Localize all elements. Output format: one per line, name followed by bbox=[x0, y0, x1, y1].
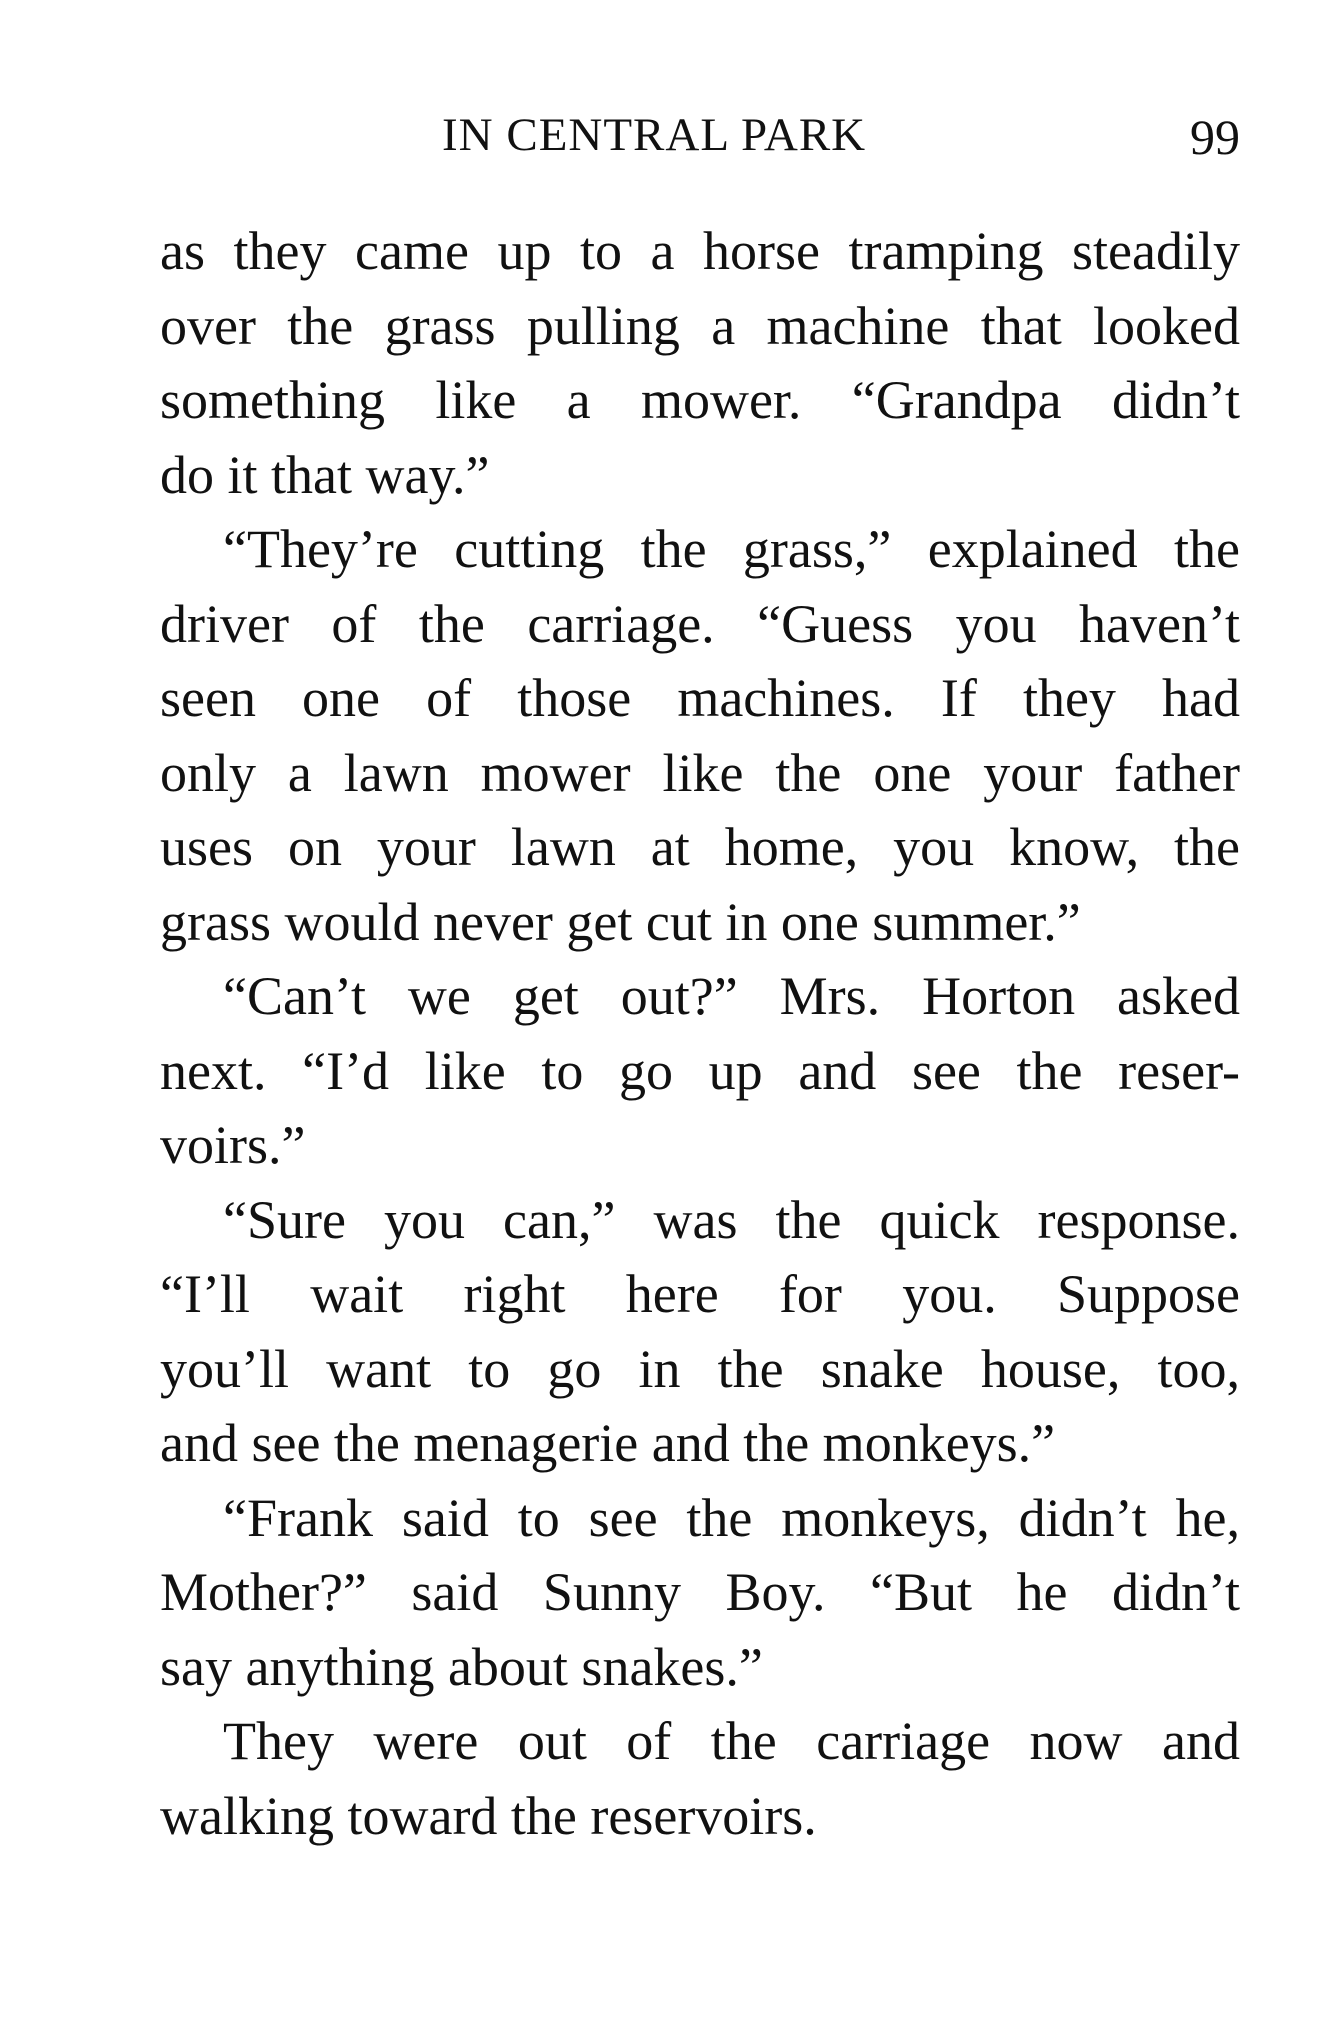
text-line: “Sure you can,” was the quick response. bbox=[223, 1189, 1240, 1250]
text-line: as they came up to a horse tramping steadily bbox=[160, 221, 1240, 281]
text-line: and see the menagerie and the monkeys.” bbox=[160, 1413, 1056, 1473]
text-line: you’ll want to go in the snake house, too, bbox=[160, 1338, 1240, 1399]
text-line: do it that way.” bbox=[160, 444, 490, 505]
body-text bbox=[160, 214, 1240, 1853]
text-line: “They’re cutting the grass,” explained the bbox=[223, 519, 1240, 579]
text-line: They were out of the carriage now and bbox=[223, 1711, 1240, 1771]
text-line: voirs.” bbox=[160, 1115, 306, 1175]
page-number: 99 bbox=[1190, 109, 1240, 165]
text-line: “I’ll wait right here for you. Suppose bbox=[160, 1264, 1240, 1324]
text-line: uses on your lawn at home, you know, the bbox=[160, 817, 1240, 877]
text-line: “Frank said to see the monkeys, didn’t he, bbox=[223, 1487, 1240, 1548]
text-line: grass would never get cut in one summer.” bbox=[160, 891, 1081, 952]
text-line: “Can’t we get out?” Mrs. Horton asked bbox=[223, 966, 1240, 1026]
text-line: only a lawn mower like the one your father bbox=[160, 742, 1240, 803]
running-head bbox=[160, 100, 1240, 170]
text-line: Mother?” said Sunny Boy. “But he didn’t bbox=[160, 1562, 1240, 1622]
text-line: driver of the carriage. “Guess you haven’t bbox=[160, 593, 1240, 654]
text-line: walking toward the reservoirs. bbox=[160, 1785, 817, 1846]
text-line: seen one of those machines. If they had bbox=[160, 668, 1240, 728]
text-line: something like a mower. “Grandpa didn’t bbox=[160, 370, 1240, 430]
text-line: say anything about snakes.” bbox=[160, 1636, 763, 1697]
text-line: next. “I’d like to go up and see the reser- bbox=[160, 1040, 1240, 1101]
chapter-title: IN CENTRAL PARK bbox=[442, 109, 867, 161]
text-line: over the grass pulling a machine that looked bbox=[160, 295, 1240, 356]
